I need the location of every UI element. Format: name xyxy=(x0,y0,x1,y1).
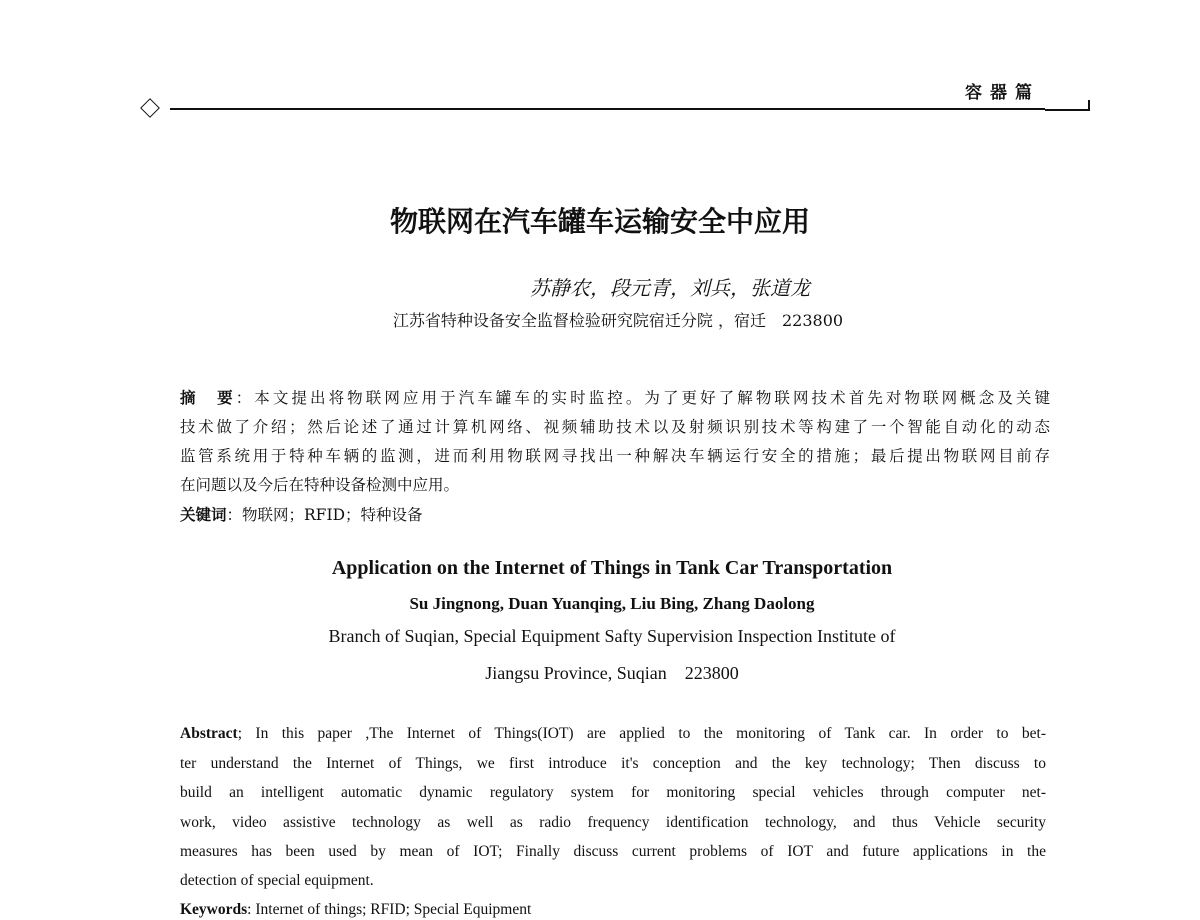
chinese-abstract-line: 监管系统用于特种车辆的监测，进而利用物联网寻找出一种解决车辆运行安全的措施；最后提出物联网目前存 xyxy=(180,447,1050,465)
chinese-keywords: 关键词：物联网；RFID；特种设备 xyxy=(180,505,423,524)
english-abstract-label: Abstract xyxy=(180,725,238,742)
english-affiliation-line: Branch of Suqian, Special Equipment Safty Supervision Inspection Institute of xyxy=(328,626,896,646)
english-abstract-line: measures has been used by mean of IOT; Finally discuss current problems of IOT and future applications in the xyxy=(180,843,1046,860)
section-header: 容器篇 xyxy=(965,83,1040,103)
english-authors: Su Jingnong, Duan Yuanqing, Liu Bing, Zhang Daolong xyxy=(409,594,815,613)
chinese-title: 物联网在汽车罐车运输安全中应用 xyxy=(389,205,810,238)
english-abstract-line: work, video assistive technology as well as radio frequency identification technology, and thus Vehicle security xyxy=(180,814,1046,831)
chinese-abstract-line: 技术做了介绍；然后论述了通过计算机网络、视频辅助技术以及射频识别技术等构建了一个智能自动化的动态 xyxy=(180,418,1050,436)
chinese-abstract-label: 摘 要 xyxy=(180,388,236,407)
english-abstract-line: ter understand the Internet of Things, we first introduce it's conception and the key technology; Then discuss to xyxy=(180,755,1046,772)
chinese-authors: 苏静农，段元青，刘兵，张道龙 xyxy=(530,276,810,300)
english-keywords-label: Keywords xyxy=(180,901,248,918)
english-abstract-line: build an intelligent automatic dynamic regulatory system for monitoring special vehicles through computer net- xyxy=(180,784,1046,801)
chinese-abstract-line: 在问题以及今后在特种设备检测中应用。 xyxy=(180,476,460,494)
chinese-affiliation: 江苏省特种设备安全监督检验研究院宿迁分院 ，宿迁 223800 xyxy=(392,311,844,330)
english-title: Application on the Internet of Things in Tank Car Transportation xyxy=(331,557,893,579)
english-abstract-line: detection of special equipment. xyxy=(180,872,374,889)
header-rule xyxy=(170,108,1045,110)
english-keywords: Keywords: Internet of things; RFID; Special Equipment xyxy=(180,901,532,918)
header-rule-right xyxy=(1045,109,1090,111)
english-abstract-line: Abstract; In this paper ,The Internet of Things(IOT) are applied to the monitoring of Tank car. In order to bet- xyxy=(180,725,1046,742)
chinese-keywords-label: 关键词 xyxy=(180,505,227,524)
chinese-abstract-line: 摘 要：本文提出将物联网应用于汽车罐车的实时监控。为了更好了解物联网技术首先对物联网概念及关键 xyxy=(180,388,1050,407)
english-affiliation-line: Jiangsu Province, Suqian 223800 xyxy=(485,663,739,683)
diamond-ornament-icon xyxy=(140,98,160,118)
header-rule-tick xyxy=(1088,100,1090,111)
